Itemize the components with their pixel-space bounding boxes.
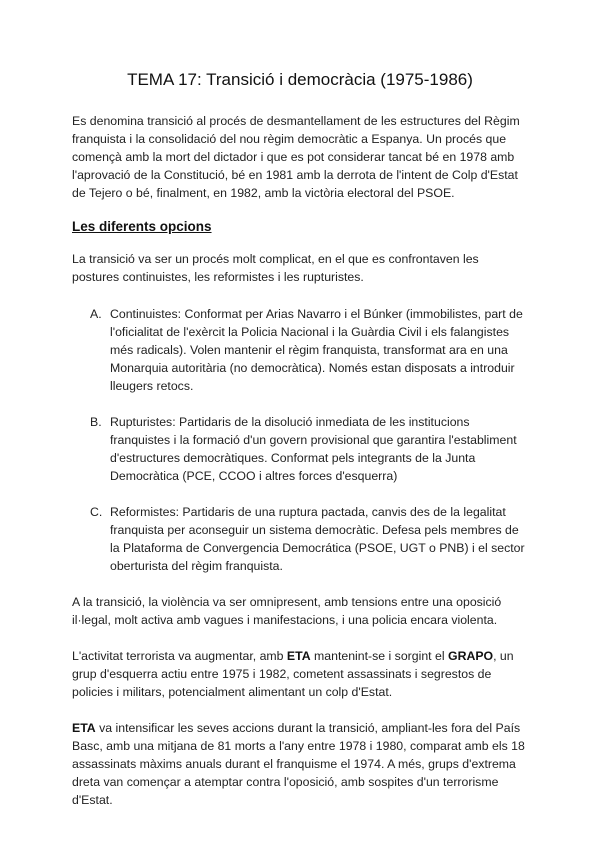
list-item-text: Rupturistes: Partidaris de la disolució inmediata de les institucions franquistes i la formació d'un govern provisional que garantira l'establiment d'estructures democràtiques. Conformat pels integrants de la Junta Democràtica (PCE, CCOO i altres forces d'esquerra) — [110, 415, 517, 483]
page-title: TEMA 17: Transició i democràcia (1975-1986) — [127, 70, 473, 89]
list-item-reformistes — [90, 503, 528, 575]
text-run: , un grup d'esquerra actiu entre 1975 i 1982, cometent assassinats i segrestos de policies i militars, potencialment alimentant un colp d'Estat. — [72, 649, 514, 699]
list-item-continuistes — [90, 305, 528, 395]
eta-paragraph — [72, 719, 528, 809]
section-lead-paragraph: La transició va ser un procés molt complicat, en el que es confrontaven les postures continuistes, les reformistes i les rupturistes. — [72, 252, 479, 284]
section-heading: Les diferents opcions — [72, 219, 212, 234]
bold-eta: ETA — [72, 721, 96, 735]
bold-eta: ETA — [286, 649, 311, 663]
options-list — [72, 305, 528, 575]
list-item-rupturistes — [90, 413, 528, 485]
list-marker: A. — [90, 307, 102, 321]
list-item-text: Reformistes: Partidaris de una ruptura pactada, canvis des de la legalitat franquista per aconseguir un sistema democràtic. Defesa pels membres de la Plataforma de Convergencia Democrática (PSOE, UGT o PNB) i el sector oberturista del règim franquista. — [110, 505, 525, 573]
text-run: mantenint-se i sorgint el — [310, 649, 448, 663]
terrorism-paragraph — [72, 647, 528, 701]
list-marker: B. — [90, 415, 102, 429]
bold-grapo: GRAPO — [448, 649, 494, 663]
list-marker: C. — [90, 505, 103, 519]
intro-paragraph: Es denomina transició al procés de desmantellament de les estructures del Règim franquista i la consolidació del nou règim democràtic a Espanya. Un procés que començà amb la mort del dictador i que es pot considerar tancat bé en 1978 amb l'aprovació de la Constitució, bé en 1981 amb la derrota de l'intent de Colp d'Estat de Tejero o bé, finalment, en 1982, amb la victòria electoral del PSOE. — [72, 114, 520, 200]
text-run: va intensificar les seves accions durant la transició, ampliant-les fora del País Basc, amb una mitjana de 81 morts a l'any entre 1978 i 1980, comparat amb els 18 assassinats màxims anuals durant el franquisme el 1974. A més, grups d'extrema dreta van començar a atemptar contra l'oposició, amb sospites d'un terrorisme d'Estat. — [72, 721, 525, 807]
text-run: L'activitat terrorista va augmentar, amb — [72, 649, 287, 663]
list-item-text: Continuistes: Conformat per Arias Navarro i el Búnker (immobilistes, part de l'oficialitat de l'exèrcit la Policia Nacional i la Guàrdia Civil i els falangistes més radicals). Volen mantenir el règim franquista, transformat ara en una Monarquia autoritària (no democràtica). Només estan disposats a introduir lleugers retocs. — [110, 307, 523, 393]
violence-paragraph: A la transició, la violència va ser omnipresent, amb tensions entre una oposició il·legal, molt activa amb vagues i manifestacions, i una policia encara violenta. — [72, 595, 502, 627]
